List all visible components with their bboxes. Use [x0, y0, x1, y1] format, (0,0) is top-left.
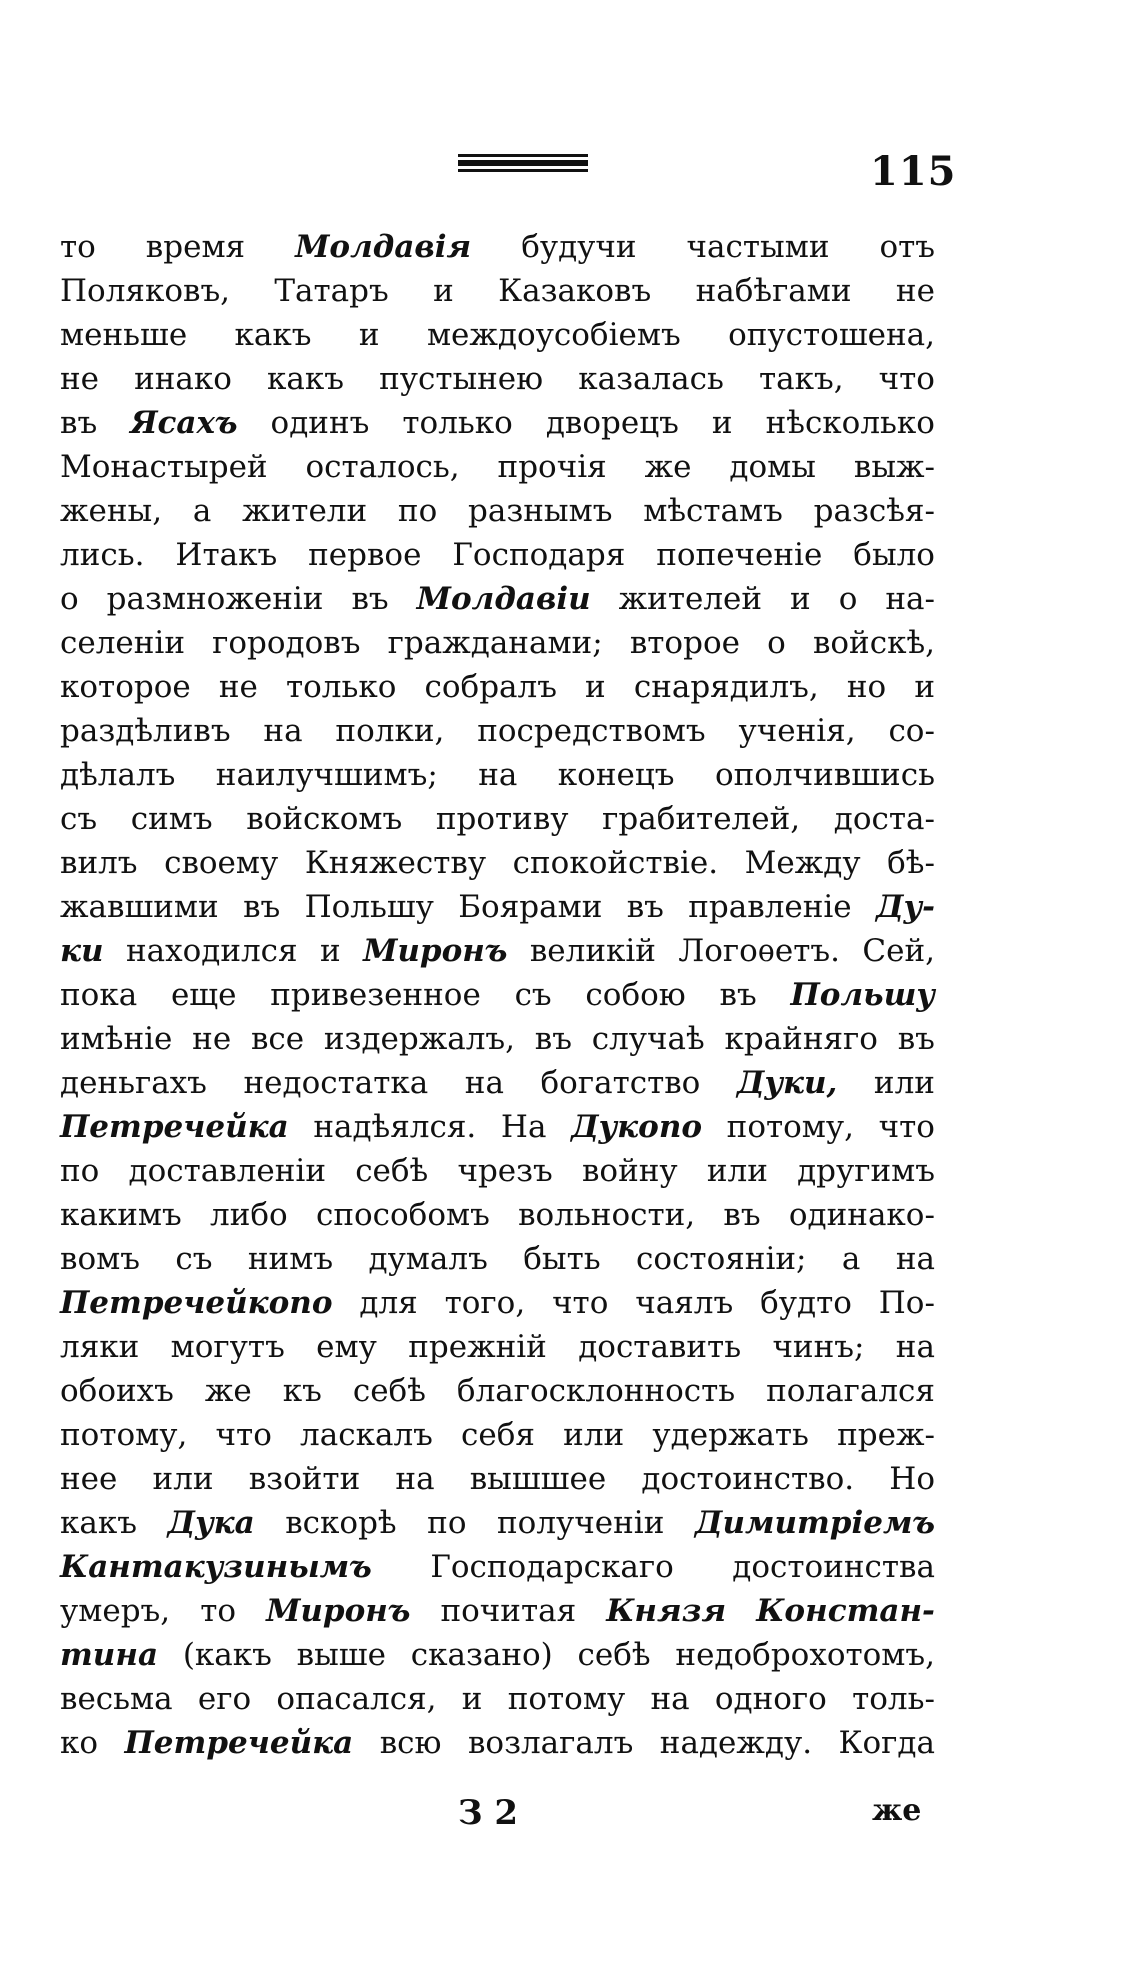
word: жители	[242, 493, 368, 529]
word: или	[152, 1461, 214, 1497]
word: размноженіи	[106, 581, 324, 617]
text-line	[60, 1413, 935, 1457]
word: со-	[888, 713, 935, 749]
word: и	[711, 405, 733, 441]
word: Татаръ	[274, 273, 389, 309]
word: чаялъ	[635, 1285, 734, 1321]
text-line	[60, 577, 935, 621]
word: одинако-	[788, 1197, 935, 1233]
word: ученія,	[738, 713, 856, 749]
word: опасался,	[276, 1681, 437, 1717]
italic-name: Ясахъ	[130, 405, 238, 441]
word: привезенное	[270, 977, 481, 1013]
word: почитая	[440, 1593, 577, 1629]
italic-name: Петречейка	[60, 1109, 289, 1145]
word: своему	[164, 845, 279, 881]
header-rule	[458, 152, 588, 174]
word: снарядилъ,	[633, 669, 819, 705]
page-number: 115	[870, 148, 957, 195]
word: полученіи	[497, 1505, 665, 1541]
word: сказано)	[410, 1637, 553, 1673]
word: осталось,	[305, 449, 460, 485]
word: и	[433, 273, 454, 309]
word: по	[397, 493, 438, 529]
text-line	[60, 1369, 935, 1413]
word: быть	[523, 1241, 601, 1277]
word: на	[395, 1461, 435, 1497]
word: отъ	[879, 229, 935, 265]
text-line	[60, 1105, 935, 1149]
word: такъ,	[758, 361, 844, 397]
word: не	[895, 273, 935, 309]
word: а	[841, 1241, 861, 1277]
word: раздѣливъ	[60, 713, 231, 749]
word: грабителей,	[602, 801, 801, 837]
word: въ	[243, 889, 281, 925]
word: вышшее	[469, 1461, 607, 1497]
text-line	[60, 841, 935, 885]
word: обоихъ	[60, 1373, 174, 1409]
word: ему	[316, 1329, 377, 1365]
text-line	[60, 1281, 935, 1325]
word: Между	[744, 845, 861, 881]
text-line	[60, 1545, 935, 1589]
word: пока	[60, 977, 138, 1013]
word: доставить	[578, 1329, 742, 1365]
text-line	[60, 973, 935, 1017]
word: достоинства	[732, 1549, 935, 1585]
word: Княжеству	[304, 845, 487, 881]
word: или	[706, 1153, 768, 1189]
word: достоинство.	[641, 1461, 855, 1497]
word: или	[563, 1417, 625, 1453]
italic-name: ки	[60, 933, 104, 969]
word: разсѣя-	[813, 493, 935, 529]
word: въ	[351, 581, 389, 617]
word: одинъ	[270, 405, 370, 441]
word: потому,	[726, 1109, 855, 1145]
word: и	[320, 933, 341, 969]
word: къ	[282, 1373, 322, 1409]
word: и	[914, 669, 935, 705]
word: вскорѣ	[285, 1505, 397, 1541]
word: другимъ	[797, 1153, 935, 1189]
word: одного	[714, 1681, 827, 1717]
word: селеніи	[60, 625, 185, 661]
word: деньгахъ	[60, 1065, 207, 1101]
word: случаѣ	[591, 1021, 705, 1057]
word: могутъ	[170, 1329, 285, 1365]
word: бѣ-	[887, 845, 935, 881]
word: вомъ	[60, 1241, 140, 1277]
text-line	[60, 533, 935, 577]
word: наилучшимъ;	[215, 757, 438, 793]
word: и	[358, 317, 380, 353]
italic-name: Дуки,	[736, 1065, 838, 1101]
text-line	[60, 225, 935, 269]
word: надѣялся.	[313, 1109, 477, 1145]
word: войскѣ,	[812, 625, 935, 661]
word: ласкалъ	[300, 1417, 433, 1453]
word: набѣгами	[695, 273, 852, 309]
word: пустынею	[379, 361, 544, 397]
word: удержать	[652, 1417, 809, 1453]
signature-mark: З 2	[458, 1793, 519, 1833]
text-line	[60, 489, 935, 533]
word: опустошена,	[728, 317, 935, 353]
rule-line	[458, 154, 588, 157]
text-line	[60, 401, 935, 445]
italic-name: Ду-	[876, 889, 935, 925]
word: на	[478, 757, 518, 793]
word: о	[767, 625, 786, 661]
word: въ	[626, 889, 664, 925]
word: то	[60, 229, 96, 265]
word: время	[145, 229, 246, 265]
word: собралъ	[424, 669, 557, 705]
text-line	[60, 1237, 935, 1281]
word: и	[461, 1681, 483, 1717]
word: было	[853, 537, 935, 573]
italic-name: Дукопо	[571, 1109, 703, 1145]
word: только	[285, 669, 397, 705]
word: доста-	[833, 801, 935, 837]
word: прочія	[497, 449, 607, 485]
word: Казаковъ	[498, 273, 652, 309]
word: думалъ	[368, 1241, 488, 1277]
word: благосклонность	[456, 1373, 736, 1409]
word: или	[873, 1065, 935, 1101]
word: на-	[885, 581, 935, 617]
word: на	[464, 1065, 504, 1101]
word: издержалъ,	[323, 1021, 515, 1057]
word: нимъ	[247, 1241, 334, 1277]
word: себѣ	[352, 1373, 426, 1409]
text-line	[60, 753, 935, 797]
word: либо	[210, 1197, 288, 1233]
word: ляки	[60, 1329, 140, 1365]
text-line	[60, 1589, 935, 1633]
text-line	[60, 621, 935, 665]
word: городовъ	[212, 625, 361, 661]
word: состояніи;	[636, 1241, 807, 1277]
word: какимъ	[60, 1197, 182, 1233]
word: нѣсколько	[765, 405, 935, 441]
word: богатство	[540, 1065, 701, 1101]
word: мѣстамъ	[643, 493, 783, 529]
word: себя	[461, 1417, 535, 1453]
word: весьма	[60, 1681, 173, 1717]
word: потому,	[60, 1417, 188, 1453]
word: На	[500, 1109, 547, 1145]
word: только	[402, 405, 513, 441]
word: о	[838, 581, 858, 617]
italic-name: тина	[60, 1637, 159, 1673]
word: въ	[719, 977, 757, 1013]
text-line	[60, 1633, 935, 1677]
word: полки,	[335, 713, 445, 749]
word: войну	[581, 1153, 678, 1189]
word: въ	[60, 405, 98, 441]
italic-name: Миронъ	[266, 1593, 411, 1629]
word: конецъ	[557, 757, 675, 793]
text-line	[60, 357, 935, 401]
rule-line	[458, 169, 588, 172]
word: находился	[125, 933, 298, 969]
word: того,	[444, 1285, 526, 1321]
word: что	[878, 1109, 935, 1145]
word: крайняго	[724, 1021, 878, 1057]
word: правленіе	[688, 889, 852, 925]
word: Итакъ	[175, 537, 278, 573]
word: Сей,	[862, 933, 935, 969]
word: дѣлалъ	[60, 757, 176, 793]
word: полагался	[766, 1373, 935, 1409]
rule-line	[458, 160, 588, 166]
word: же	[204, 1373, 252, 1409]
word: и	[585, 669, 606, 705]
word: взойти	[248, 1461, 361, 1497]
italic-name: Дука	[167, 1505, 255, 1541]
word: имѣніе	[60, 1021, 173, 1057]
word: вилъ	[60, 845, 138, 881]
word: въ	[723, 1197, 761, 1233]
word: въ	[897, 1021, 935, 1057]
word: для	[359, 1285, 418, 1321]
word: съ	[60, 801, 98, 837]
word: съ	[175, 1241, 213, 1277]
word: По-	[878, 1285, 935, 1321]
word: чинъ;	[772, 1329, 865, 1365]
word: попеченіе	[656, 537, 823, 573]
word: какъ	[267, 361, 344, 397]
word: казалась	[578, 361, 724, 397]
word: съ	[514, 977, 552, 1013]
word: Но	[889, 1461, 935, 1497]
word: доставленіи	[128, 1153, 326, 1189]
word: частыми	[686, 229, 830, 265]
word: противу	[435, 801, 569, 837]
body-text	[60, 225, 935, 1765]
word: преж-	[837, 1417, 935, 1453]
word: Поляковъ,	[60, 273, 231, 309]
word: выше	[296, 1637, 386, 1673]
text-line	[60, 1501, 935, 1545]
word: что	[215, 1417, 272, 1453]
word: жителей	[618, 581, 763, 617]
word: въ	[534, 1021, 572, 1057]
word: нее	[60, 1461, 118, 1497]
text-line	[60, 269, 935, 313]
word: будучи	[521, 229, 637, 265]
word: еще	[170, 977, 237, 1013]
word: то	[200, 1593, 237, 1629]
word: чрезъ	[457, 1153, 553, 1189]
word: ко	[60, 1725, 99, 1761]
word: способомъ	[315, 1197, 490, 1233]
word: на	[895, 1329, 935, 1365]
word: Монастырей	[60, 449, 268, 485]
word: все	[250, 1021, 305, 1057]
text-line	[60, 1457, 935, 1501]
text-line	[60, 1721, 935, 1765]
word: его	[197, 1681, 252, 1717]
italic-name: Петречейкопо	[60, 1285, 333, 1321]
text-line	[60, 1193, 935, 1237]
word: меньше	[60, 317, 188, 353]
word: толь-	[852, 1681, 935, 1717]
word: же	[644, 449, 692, 485]
word: Логоѳетъ.	[678, 933, 840, 969]
word: второе	[629, 625, 740, 661]
word: симъ	[130, 801, 213, 837]
word: (какъ	[182, 1637, 272, 1673]
text-line	[60, 1061, 935, 1105]
word: жены,	[60, 493, 163, 529]
word: потому	[507, 1681, 626, 1717]
word: выж-	[853, 449, 935, 485]
catchword: же	[872, 1793, 922, 1828]
word: собою	[585, 977, 686, 1013]
word: и	[790, 581, 811, 617]
word: междоусобіемъ	[426, 317, 681, 353]
word: какъ	[60, 1505, 137, 1541]
word: умеръ,	[60, 1593, 171, 1629]
word: что	[878, 361, 935, 397]
italic-name: Кантакузинымъ	[60, 1549, 372, 1585]
word: Боярами	[458, 889, 603, 925]
word: на	[895, 1241, 935, 1277]
italic-name: Констан-	[756, 1593, 935, 1629]
word: всю	[379, 1725, 442, 1761]
word: ополчившись	[714, 757, 935, 793]
text-line	[60, 797, 935, 841]
italic-name: Князя	[606, 1593, 727, 1629]
word: на	[650, 1681, 690, 1717]
word: себѣ	[577, 1637, 651, 1673]
text-line	[60, 1017, 935, 1061]
word: не	[192, 1021, 232, 1057]
text-line	[60, 929, 935, 973]
word: Когда	[838, 1725, 935, 1761]
word: но	[846, 669, 887, 705]
text-line	[60, 1149, 935, 1193]
word: какъ	[234, 317, 312, 353]
text-line	[60, 665, 935, 709]
word: возлагалъ	[467, 1725, 634, 1761]
text-line	[60, 709, 935, 753]
word: а	[192, 493, 212, 529]
word: себѣ	[355, 1153, 429, 1189]
word: инако	[134, 361, 232, 397]
word: великій	[529, 933, 656, 969]
word: вольности,	[518, 1197, 696, 1233]
word: разнымъ	[468, 493, 613, 529]
word: прежній	[408, 1329, 547, 1365]
word: гражданами;	[387, 625, 603, 661]
italic-name: Польшу	[790, 977, 935, 1013]
word: не	[60, 361, 100, 397]
text-line	[60, 1677, 935, 1721]
word: будто	[760, 1285, 852, 1321]
text-line	[60, 445, 935, 489]
word: по	[60, 1153, 100, 1189]
word: недостатка	[243, 1065, 429, 1101]
italic-name: Молдавія	[295, 229, 472, 265]
word: лись.	[60, 537, 145, 573]
word: Господаря	[452, 537, 626, 573]
word: по	[427, 1505, 467, 1541]
word: на	[263, 713, 303, 749]
word: Польшу	[304, 889, 434, 925]
word: дворецъ	[545, 405, 679, 441]
italic-name: Молдавіи	[416, 581, 591, 617]
italic-name: Петречейка	[124, 1725, 354, 1761]
word: войскомъ	[246, 801, 403, 837]
italic-name: Димитріемъ	[694, 1505, 935, 1541]
word: о	[60, 581, 79, 617]
text-line	[60, 1325, 935, 1369]
word: надежду.	[659, 1725, 813, 1761]
word: недоброхотомъ,	[675, 1637, 935, 1673]
word: которое	[60, 669, 191, 705]
word: посредствомъ	[477, 713, 706, 749]
word: что	[552, 1285, 609, 1321]
word: первое	[308, 537, 422, 573]
word: жавшими	[60, 889, 219, 925]
word: домы	[729, 449, 816, 485]
italic-name: Миронъ	[363, 933, 508, 969]
word: Господарскаго	[430, 1549, 674, 1585]
word: не	[218, 669, 258, 705]
text-line	[60, 313, 935, 357]
word: спокойствіе.	[512, 845, 719, 881]
text-line	[60, 885, 935, 929]
